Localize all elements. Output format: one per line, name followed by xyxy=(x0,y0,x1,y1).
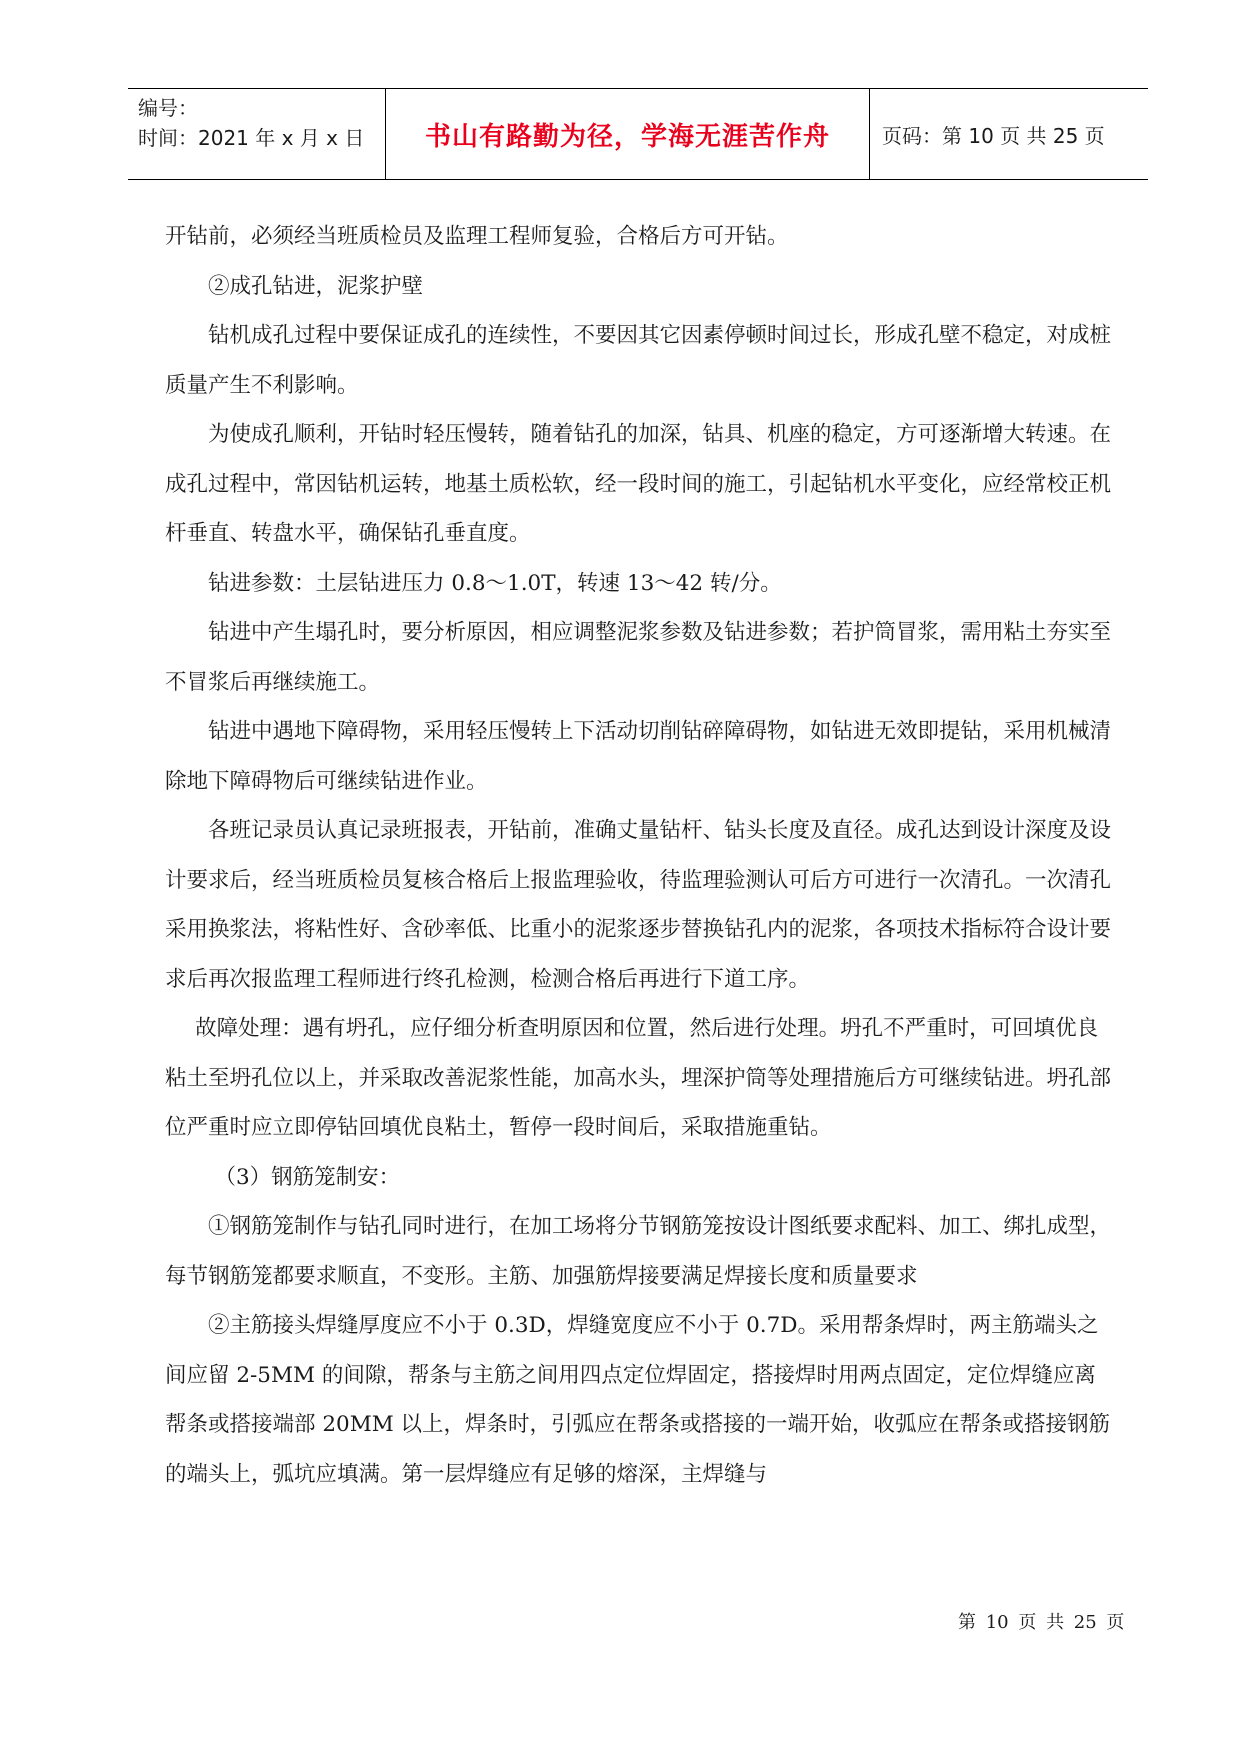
page-footer: 第 10 页 共 25 页 xyxy=(958,1612,1125,1633)
paragraph: 钻机成孔过程中要保证成孔的连续性，不要因其它因素停顿时间过长，形成孔壁不稳定，对成桩质量产生不利影响。 xyxy=(165,323,1112,398)
paragraph: 钻进参数：土层钻进压力 0.8～1.0T，转速 13～42 转/分。 xyxy=(208,570,782,596)
paragraph: 为使成孔顺利，开钻时轻压慢转，随着钻孔的加深，钻具、机座的稳定，方可逐渐增大转速。在成孔过程中，常因钻机运转，地基土质松软，经一段时间的施工，引起钻机水平变化，应经常校正机杆垂直、转盘水平，确保钻孔垂直度。 xyxy=(165,422,1112,546)
document-header xyxy=(128,88,1148,180)
header-motto: 书山有路勤为径，学海无涯苦作舟 xyxy=(386,89,870,179)
paragraph: 钻进中产生塌孔时，要分析原因，相应调整泥浆参数及钻进参数；若护筒冒浆，需用粘土夯实至不冒浆后再继续施工。 xyxy=(165,620,1112,695)
paragraph: ①钢筋笼制作与钻孔同时进行，在加工场将分节钢筋笼按设计图纸要求配料、加工、绑扎成型，每节钢筋笼都要求顺直，不变形。主筋、加强筋焊接要满足焊接长度和质量要求 xyxy=(165,1214,1112,1289)
paragraph: 开钻前，必须经当班质检员及监理工程师复验，合格后方可开钻。 xyxy=(165,224,789,249)
paragraph: 钻进中遇地下障碍物，采用轻压慢转上下活动切削钻碎障碍物，如钻进无效即提钻，采用机械清除地下障碍物后可继续钻进作业。 xyxy=(165,719,1112,794)
header-page-number: 页码：第 10 页 共 25 页 xyxy=(882,123,1105,148)
paragraph: ②主筋接头焊缝厚度应不小于 0.3D，焊缝宽度应不小于 0.7D。采用帮条焊时，两主筋端头之间应留 2-5MM 的间隙，帮条与主筋之间用四点定位焊固定，搭接焊时用两点固定，定位焊缝应离帮条或搭接端部 20MM 以上，焊条时，引弧应在帮条或搭接的一端开始，收弧应在帮条或搭接钢筋的端头上，弧坑应填满。第一层焊缝应有足够的熔深，主焊缝与 xyxy=(165,1313,1111,1487)
time-label: 时间：2021 年 x 月 x 日 xyxy=(138,126,365,150)
section-heading: （3）钢筋笼制安： xyxy=(214,1164,401,1190)
paragraph: ②成孔钻进，泥浆护壁 xyxy=(208,273,424,299)
number-label: 编号： xyxy=(138,96,198,120)
paragraph: 各班记录员认真记录班报表，开钻前，准确丈量钻杆、钻头长度及直径。成孔达到设计深度及设计要求后，经当班质检员复核合格后上报监理验收，待监理验测认可后方可进行一次清孔。一次清孔采用换浆法，将粘性好、含砂率低、比重小的泥浆逐步替换钻孔内的泥浆，各项技术指标符合设计要求后再次报监理工程师进行终孔检测，检测合格后再进行下道工序。 xyxy=(165,818,1112,992)
document-body xyxy=(165,212,1117,1499)
header-meta xyxy=(128,89,386,179)
paragraph: 故障处理：遇有坍孔，应仔细分析查明原因和位置，然后进行处理。坍孔不严重时，可回填优良粘土至坍孔位以上，并采取改善泥浆性能，加高水头，埋深护筒等处理措施后方可继续钻进。坍孔部位严重时应立即停钻回填优良粘土，暂停一段时间后，采取措施重钻。 xyxy=(165,1016,1112,1140)
